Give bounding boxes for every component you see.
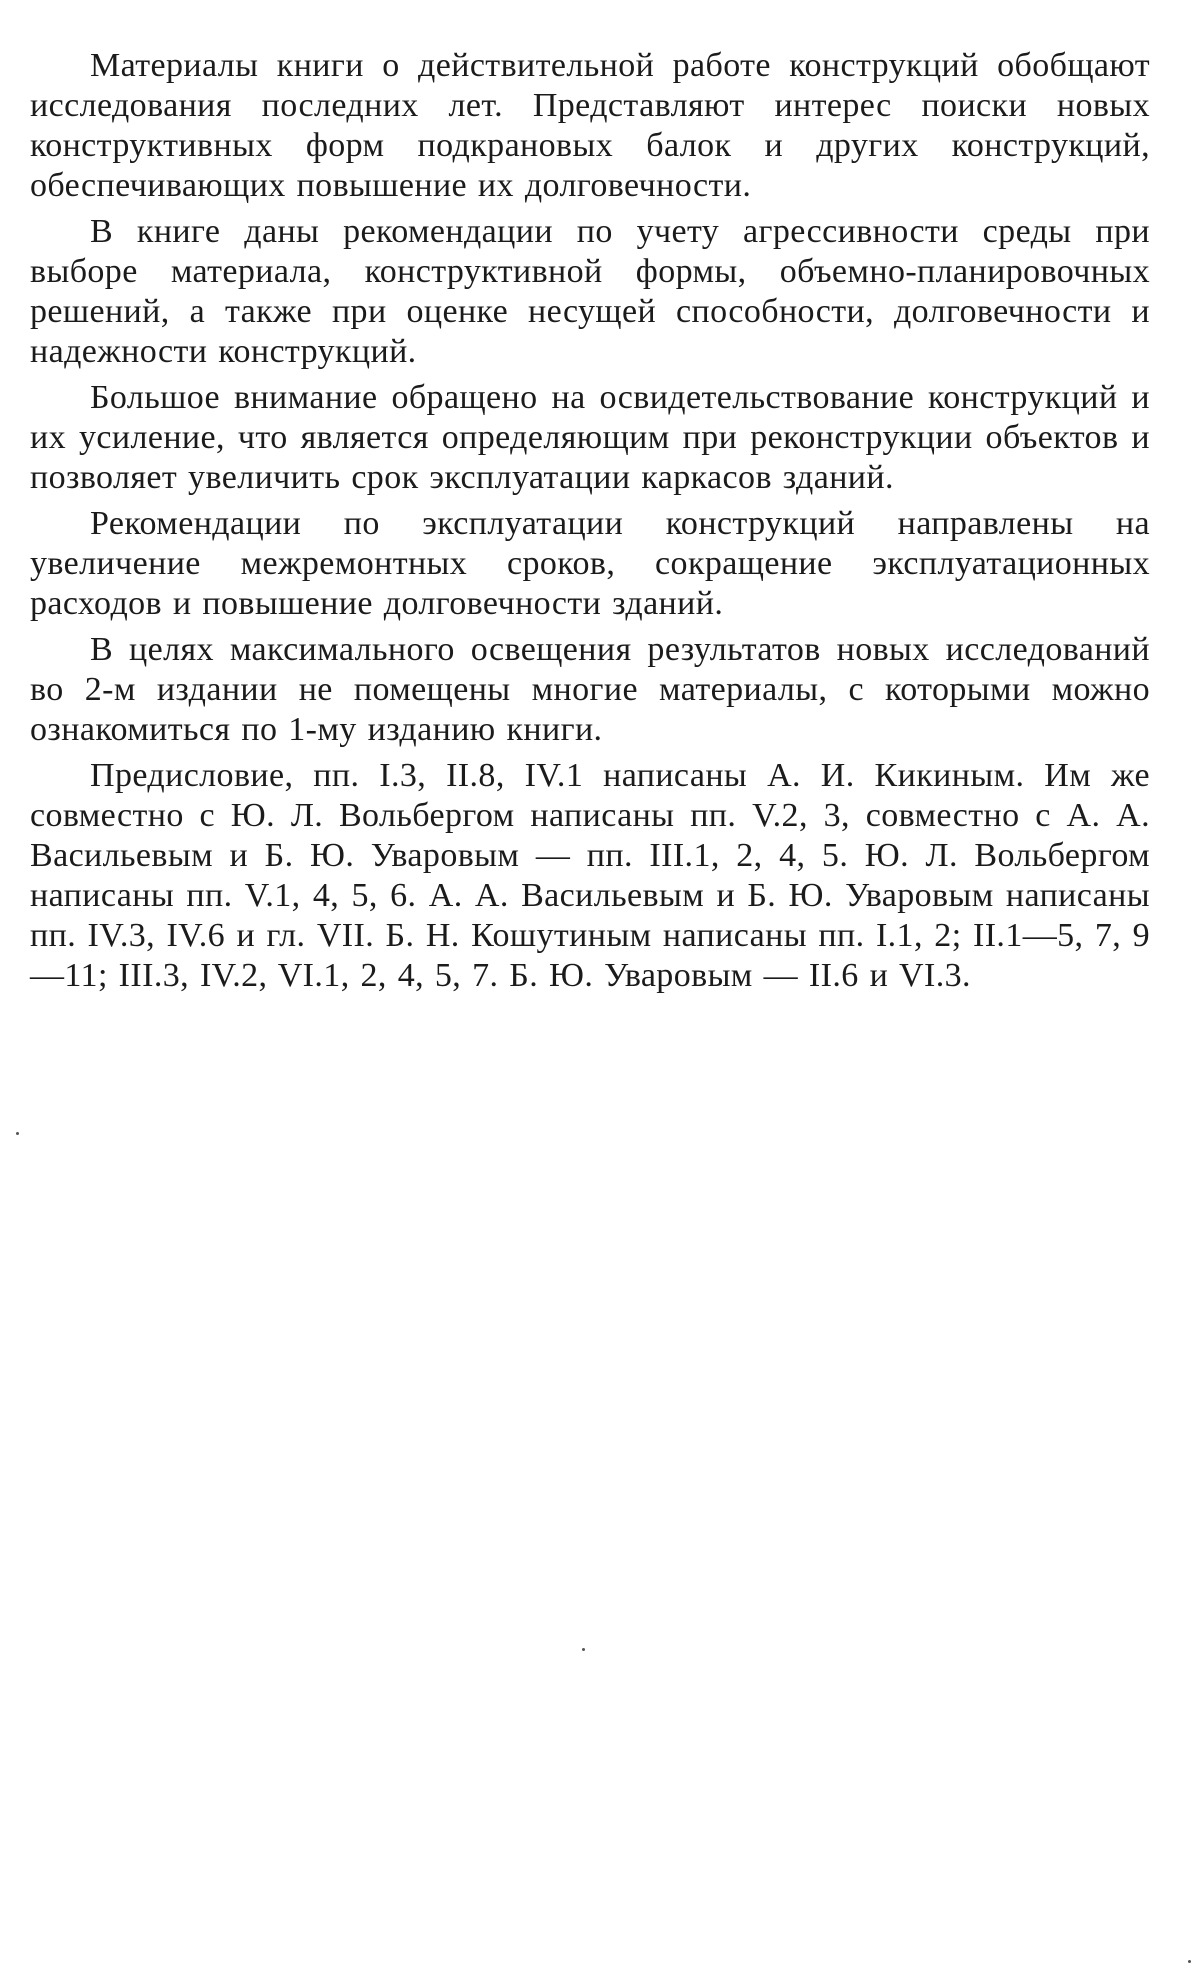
text-block — [30, 46, 1150, 1002]
scan-speck — [582, 1648, 585, 1651]
paragraph-operation: Рекомендации по эксплуатации конструкций направлены на увеличение межремонтных сроков, сокращение эксплуатационных расходов и повышение долговечности зданий. — [30, 505, 1150, 622]
scan-speck — [16, 1132, 19, 1135]
paragraph-second-edition: В целях максимального освещения результатов новых исследований во 2-м издании не помещены многие материалы, с которыми можно ознакомиться по 1-му изданию книги. — [30, 631, 1150, 748]
paragraph-inspection: Большое внимание обращено на освидетельствование конструкций и их усиление, что является определяющим при реконструкции объектов и позволяет увеличить срок эксплуатации каркасов зданий. — [30, 379, 1150, 496]
paragraph-materials: Материалы книги о действительной работе конструкций обобщают исследования последних лет. Представляют интерес поиски новых конструктивных форм подкрановых балок и других конструкций, обеспечивающих повышение их долговечности. — [30, 47, 1150, 204]
paragraph-authors: Предисловие, пп. I.3, II.8, IV.1 написаны А. И. Кикиным. Им же совместно с Ю. Л. Вольбергом написаны пп. V.2, 3, совместно с А. А. Васильевым и Б. Ю. Уваровым — пп. III.1, 2, 4, 5. Ю. Л. Вольбергом написаны пп. V.1, 4, 5, 6. А. А. Васильевым и Б. Ю. Уваровым написаны пп. IV.3, IV.6 и гл. VII. Б. Н. Кошутиным написаны пп. I.1, 2; II.1—5, 7, 9—11; III.3, IV.2, VI.1, 2, 4, 5, 7. Б. Ю. Уваровым — II.6 и VI.3. — [30, 757, 1150, 994]
scan-speck — [1188, 1960, 1191, 1963]
paragraph-recommendations: В книге даны рекомендации по учету агрессивности среды при выборе материала, конструктивной формы, объемно-планировочных решений, а также при оценке несущей способности, долговечности и надежности конструкций. — [30, 213, 1150, 370]
